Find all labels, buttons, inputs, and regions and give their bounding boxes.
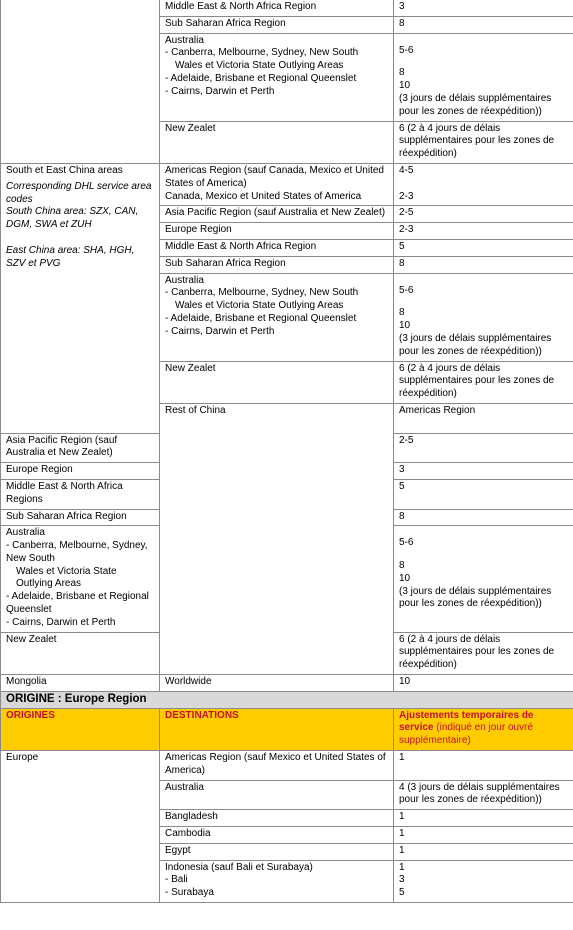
origin-title: South et East China areas xyxy=(6,164,123,176)
destination-cell: New Zealet xyxy=(160,121,394,163)
australia-sub-1-cont: Wales et Victoria State Outlying Areas xyxy=(175,60,344,72)
destination-cell: New Zealet xyxy=(160,361,394,403)
destination-cell: Europe Region xyxy=(1,463,160,480)
indonesia-line: Indonesia (sauf Bali et Surabaya) xyxy=(165,861,313,873)
value-cell-indonesia xyxy=(394,860,573,902)
australia-value-1: 5-6 xyxy=(399,44,414,56)
destination-cell: Australia xyxy=(160,780,394,810)
header-adjustments xyxy=(394,708,573,750)
destination-cell: Middle East & North Africa Region xyxy=(160,0,394,16)
americas-line: Canada, Mexico et United States of America xyxy=(165,190,362,202)
destination-cell: Americas Region (sauf Mexico et United States of America) xyxy=(160,751,394,781)
americas-line: Americas Region (sauf Canada, Mexico et United States of America) xyxy=(165,164,384,189)
header-destinations: DESTINATIONS xyxy=(160,708,394,750)
destination-cell: Cambodia xyxy=(160,827,394,844)
destination-cell-americas xyxy=(160,163,394,205)
indonesia-value: 3 xyxy=(399,874,405,886)
indonesia-line: - Surabaya xyxy=(165,887,214,899)
australia-title: Australia xyxy=(6,527,45,539)
value-cell: 2-5 xyxy=(394,433,573,463)
destination-cell: New Zealet xyxy=(1,632,160,674)
table-row xyxy=(1,751,573,781)
australia-value-2: 8 xyxy=(399,67,405,79)
indonesia-line: - Bali xyxy=(165,874,188,886)
australia-value-note: (3 jours de délais supplémentaires pour les zones de réexpédition)) xyxy=(399,585,552,610)
australia-sub-2: - Adelaide, Brisbane et Regional Queenslet xyxy=(6,591,149,616)
value-cell: 5 xyxy=(394,239,573,256)
americas-value: 4-5 xyxy=(399,164,414,176)
value-cell: 6 (2 à 4 jours de délais supplémentaires pour les zones de réexpédition) xyxy=(394,121,573,163)
value-cell-australia xyxy=(394,273,573,361)
value-cell: 6 (2 à 4 jours de délais supplémentaires pour les zones de réexpédition) xyxy=(394,361,573,403)
destination-cell: Sub Saharan Africa Region xyxy=(160,256,394,273)
origin-cell-rest-of-china: Rest of China xyxy=(160,403,394,674)
value-cell: 1 xyxy=(394,751,573,781)
destination-cell: Sub Saharan Africa Region xyxy=(160,16,394,33)
value-cell: 4 (3 jours de délais supplémentaires pour les zones de réexpédition)) xyxy=(394,780,573,810)
table-row xyxy=(1,163,573,205)
table-row xyxy=(1,675,573,692)
value-cell: 1 xyxy=(394,843,573,860)
destination-cell: Asia Pacific Region (sauf Australia et New Zealet) xyxy=(160,206,394,223)
origin-cell-europe: Europe xyxy=(1,751,160,903)
australia-value-2: 8 xyxy=(399,560,405,572)
value-cell: 8 xyxy=(394,256,573,273)
australia-sub-1: - Canberra, Melbourne, Sydney, New South xyxy=(165,47,359,59)
value-cell: 1 xyxy=(394,827,573,844)
destination-cell-australia xyxy=(160,33,394,121)
destination-cell: Middle East & North Africa Regions xyxy=(1,479,160,509)
australia-title: Australia xyxy=(165,274,204,286)
australia-value-3: 10 xyxy=(399,80,411,92)
value-cell-australia xyxy=(394,33,573,121)
destination-cell: Bangladesh xyxy=(160,810,394,827)
destination-cell: Americas Region xyxy=(394,403,573,433)
indonesia-value: 1 xyxy=(399,861,405,873)
indonesia-value: 5 xyxy=(399,887,405,899)
origin-note: East China area: SHA, HGH, SZV et PVG xyxy=(6,244,135,269)
australia-sub-3: - Cairns, Darwin et Perth xyxy=(165,85,275,97)
australia-value-1: 5-6 xyxy=(399,537,414,549)
destination-cell-indonesia xyxy=(160,860,394,902)
destination-cell: Asia Pacific Region (sauf Australia et New Zealet) xyxy=(1,433,160,463)
australia-sub-2: - Adelaide, Brisbane et Regional Queenslet xyxy=(165,312,357,324)
value-cell: 10 xyxy=(394,675,573,692)
value-cell: 2-3 xyxy=(394,223,573,240)
value-cell-australia xyxy=(394,526,573,632)
destination-cell: Middle East & North Africa Region xyxy=(160,239,394,256)
column-header-row xyxy=(1,708,573,750)
australia-value-1: 5-6 xyxy=(399,284,414,296)
australia-sub-2: - Adelaide, Brisbane et Regional Queenslet xyxy=(165,72,357,84)
australia-sub-1-cont: Wales et Victoria State Outlying Areas xyxy=(16,565,117,590)
australia-value-note: (3 jours de délais supplémentaires pour les zones de réexpédition)) xyxy=(399,332,552,357)
destination-cell: Sub Saharan Africa Region xyxy=(1,509,160,526)
australia-sub-1-cont: Wales et Victoria State Outlying Areas xyxy=(175,300,344,312)
header-adjust-bold: Ajustements temporaires de service xyxy=(399,709,534,734)
australia-sub-1: - Canberra, Melbourne, Sydney, New South xyxy=(165,287,359,299)
header-origines: ORIGINES xyxy=(1,708,160,750)
australia-sub-3: - Cairns, Darwin et Perth xyxy=(165,325,275,337)
destination-cell-australia xyxy=(160,273,394,361)
origin-cell-continued xyxy=(1,0,160,163)
australia-value-3: 10 xyxy=(399,572,411,584)
value-cell: 3 xyxy=(394,0,573,16)
origin-cell-mongolia: Mongolia xyxy=(1,675,160,692)
header-adjust-note: (indiqué en jour ouvré supplémentaire) xyxy=(399,722,533,747)
section-header-row xyxy=(1,691,573,708)
section-title: ORIGINE : Europe Region xyxy=(1,691,573,708)
destination-cell: Worldwide xyxy=(160,675,394,692)
australia-value-3: 10 xyxy=(399,320,411,332)
destination-cell-australia xyxy=(1,526,160,632)
australia-sub-1: - Canberra, Melbourne, Sydney, New South xyxy=(6,540,148,564)
table-row xyxy=(1,0,573,16)
americas-value: 2-3 xyxy=(399,190,414,202)
value-cell: 2-5 xyxy=(394,206,573,223)
australia-title: Australia xyxy=(165,34,204,46)
value-cell-americas xyxy=(394,163,573,205)
value-cell: 5 xyxy=(394,479,573,509)
origin-note: Corresponding DHL service area codes xyxy=(6,180,152,205)
destination-cell: Egypt xyxy=(160,843,394,860)
origin-cell-south-east-china xyxy=(1,163,160,433)
value-cell: 8 xyxy=(394,509,573,526)
australia-value-2: 8 xyxy=(399,307,405,319)
value-cell: 8 xyxy=(394,16,573,33)
value-cell: 1 xyxy=(394,810,573,827)
value-cell: 3 xyxy=(394,463,573,480)
australia-value-note: (3 jours de délais supplémentaires pour les zones de réexpédition)) xyxy=(399,92,552,117)
destination-cell: Europe Region xyxy=(160,223,394,240)
origin-note: South China area: SZX, CAN, DGM, SWA et ZUH xyxy=(6,206,139,231)
value-cell: 6 (2 à 4 jours de délais supplémentaires pour les zones de réexpédition) xyxy=(394,632,573,674)
australia-sub-3: - Cairns, Darwin et Perth xyxy=(6,616,116,628)
